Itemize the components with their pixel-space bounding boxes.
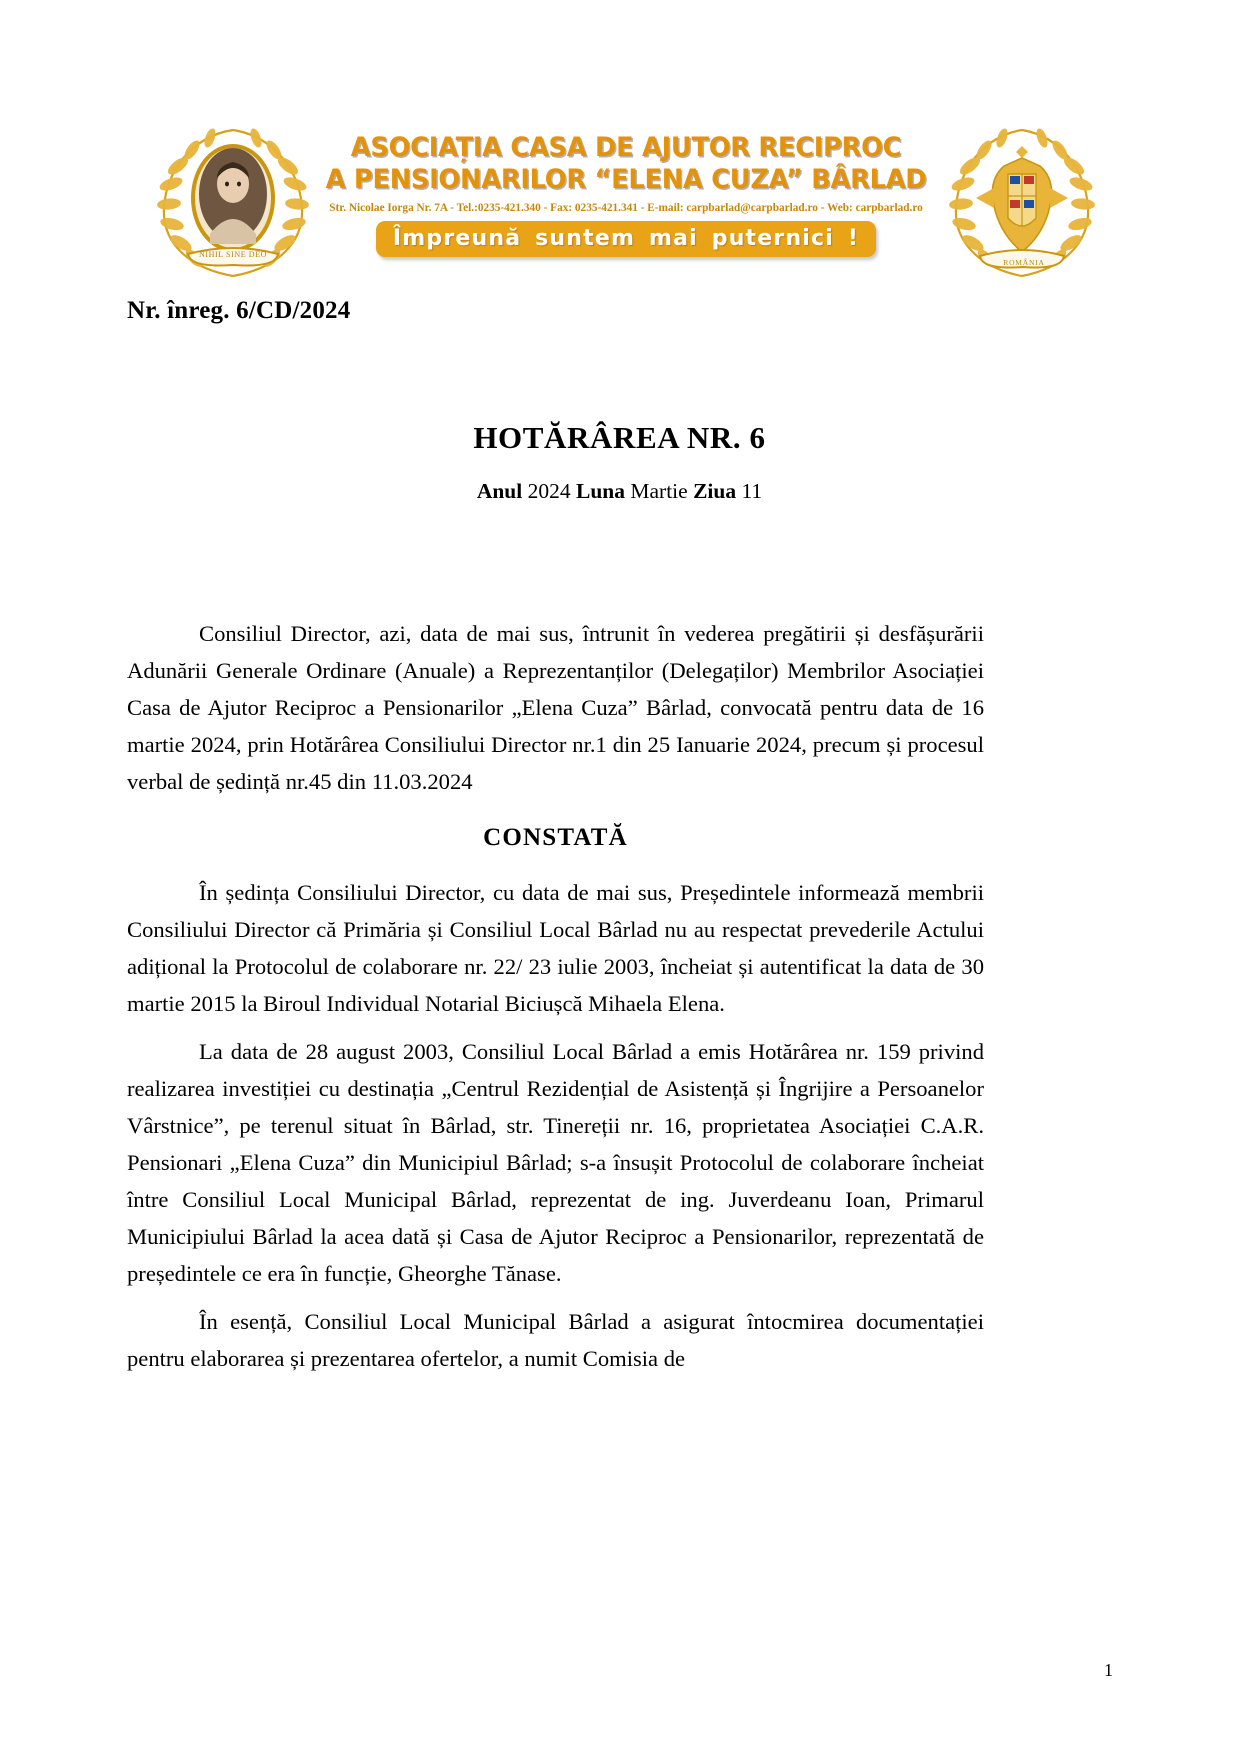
letterhead-banner bbox=[130, 118, 1110, 286]
date-month-label: Luna bbox=[575, 479, 625, 503]
intro-paragraph: Consiliul Director, azi, data de mai sus, întrunit în vederea pregătirii și desfășurării Adunării Generale Ordinare (Anuale) a Reprezentanților (Delegaților) Membrilor Asociației Casa de Ajutor Reciproc a Pensionarilor „Elena Cuza” Bârlad, convocată pentru data de 16 martie 2024, prin Hotărârea Consiliului Director nr.1 din 25 Ianuarie 2024, precum și procesul verbal de ședință nr.45 din 11.03.2024 bbox=[127, 621, 984, 794]
date-day-label: Ziua bbox=[693, 479, 737, 503]
date-day-value: 11 bbox=[741, 479, 763, 503]
date-year-value: 2024 bbox=[527, 479, 571, 503]
body-paragraph-2: La data de 28 august 2003, Consiliul Local Bârlad a emis Hotărârea nr. 159 privind realizarea investiției cu destinația „Centrul Rezidențial de Asistență și Îngrijire a Persoanelor Vârstnice”, pe terenul situat în Bârlad, str. Tinereții nr. 16, proprietatea Asociației C.A.R. Pensionari „Elena Cuza” din Municipiul Bârlad; s-a însușit Protocolul de colaborare încheiat între Consiliul Local Municipal Bârlad, reprezentat de ing. Juverdeanu Ioan, Primarul Municipiului Bârlad la acea dată și Casa de Ajutor Reciproc a Pensionarilor, reprezentată de președintele ce era în funcție, Gheorghe Tănase. bbox=[127, 1039, 984, 1286]
body-paragraph-1: În ședința Consiliului Director, cu data de mai sus, Președintele informează membrii Consiliului Director că Primăria și Consiliul Local Bârlad nu au respectat prevederile Actului adițional la Protocolul de colaborare nr. 22/ 23 iulie 2003, încheiat și autentificat la data de 30 martie 2015 la Biroul Individual Notarial Biciușcă Mihaela Elena. bbox=[127, 880, 984, 1016]
section-heading-constata: CONSTATĂ bbox=[483, 824, 628, 851]
date-month-value: Martie bbox=[630, 479, 688, 503]
coat-of-arms-ribbon-label: ROMÂNIA bbox=[1003, 258, 1045, 267]
body-paragraph-3: În esență, Consiliul Local Municipal Bârlad a asigurat întocmirea documentației pentru elaborarea și prezentarea ofertelor, a numit Comisia de bbox=[127, 1309, 984, 1371]
document-body bbox=[127, 615, 984, 1377]
page-title: HOTĂRÂREA NR. 6 bbox=[473, 420, 766, 455]
organization-line-2: A PENSIONARILOR “ELENA CUZA” BÂRLAD bbox=[325, 164, 927, 196]
date-year-label: Anul bbox=[476, 479, 523, 503]
letterhead-text-block bbox=[306, 132, 946, 257]
slogan-banner bbox=[376, 221, 876, 257]
slogan-text: Împreună suntem mai puternici ! bbox=[392, 226, 860, 252]
document-date-line bbox=[0, 479, 1239, 504]
page-number: 1 bbox=[1104, 1660, 1113, 1680]
organization-line-1: ASOCIAȚIA CASA DE AJUTOR RECIPROC bbox=[350, 132, 902, 163]
contact-info-line: Str. Nicolae Iorga Nr. 7A - Tel.:0235-421.340 - Fax: 0235-421.341 - E-mail: carpbarlad@carpbarlad.ro - Web: carpbarlad.ro bbox=[329, 201, 923, 214]
medallion-ribbon-label: NIHIL SINE DEO bbox=[198, 250, 268, 259]
registration-number: Nr. înreg. 6/CD/2024 bbox=[127, 297, 351, 324]
